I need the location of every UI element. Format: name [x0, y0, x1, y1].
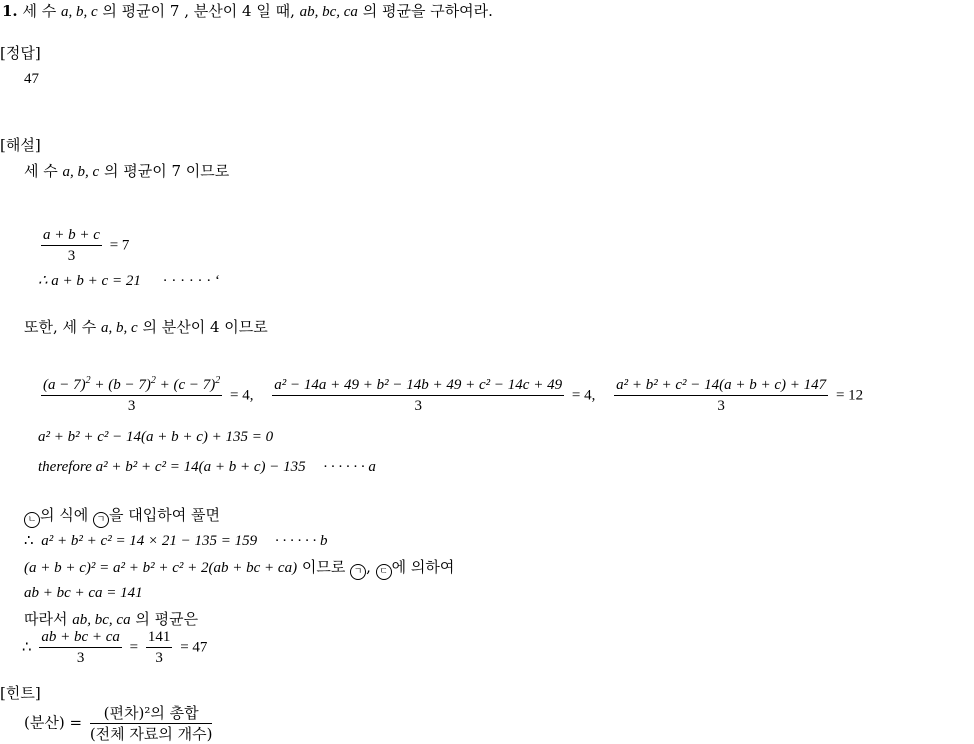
variance-fraction-3-denominator: 3 [717, 398, 725, 414]
variance-intro-vars: a, b, c [101, 320, 138, 336]
therefore-equation-tag: · · · · · · a [323, 459, 376, 475]
final-fraction-denominator: 3 [76, 650, 85, 666]
variance-fraction-1 [41, 376, 222, 415]
answer-label: [정답] [0, 44, 41, 62]
variance-fraction-2-numerator: a² − 14a + 49 + b² − 14b + 49 + c² − 14c + 49 [272, 376, 564, 396]
variance-fraction-2-denominator: 3 [414, 398, 422, 414]
hint-lhs: (분산) = [24, 713, 83, 732]
problem-products: ab, bc, ca [299, 4, 358, 20]
problem-text-before: 세 수 [22, 2, 61, 20]
intro-vars: a, b, c [62, 164, 100, 180]
mean-fraction-numerator: a + b + c [41, 226, 102, 246]
variance-intro-after: 의 분산이 4 이므로 [137, 318, 268, 336]
solution-intro [24, 162, 229, 181]
final-fraction-numerator: ab + bc + ca [39, 628, 122, 648]
hint-fraction-numerator: (편차)²의 총합 [90, 704, 213, 724]
problem-number: 1. [2, 2, 18, 20]
therefore-equation [38, 458, 376, 476]
final-fraction-2-numerator: 141 [146, 628, 173, 648]
circled-label-icon: ㄱ [93, 512, 109, 528]
conclusion-vars: ab, bc, ca [72, 612, 131, 628]
final-fraction-2-denominator: 3 [155, 650, 163, 666]
sum-of-squares-text: a² + b² + c² = 14 × 21 − 135 = 159 [41, 533, 258, 549]
conclusion-after: 의 평균은 [130, 610, 199, 628]
mean-fraction [41, 226, 102, 265]
final-fraction-2 [146, 628, 173, 667]
sum-equation-text: ∴ a + b + c = 21 [38, 273, 141, 289]
variance-intro-before: 또한, 세 수 [24, 318, 102, 336]
circled-label-icon: ㄴ [24, 512, 40, 528]
solution-label: [해설] [0, 136, 41, 154]
circled-label-icon: ㄷ [376, 564, 392, 580]
variance-fraction-2 [272, 376, 564, 415]
variance-fraction-3 [614, 376, 828, 415]
substitution-text-2: 을 대입하여 풀면 [109, 506, 220, 524]
intro-before: 세 수 [24, 162, 63, 180]
sum-of-squares-equation [24, 532, 327, 550]
identity-line [24, 558, 454, 580]
hint-label: [힌트] [0, 684, 41, 702]
sum-equation-tag: · · · · · · ‘ [162, 273, 221, 289]
expanded-equation: a² + b² + c² − 14(a + b + c) + 135 = 0 [38, 429, 274, 445]
conclusion-before: 따라서 [24, 610, 73, 628]
variance-fraction-1-denominator: 3 [127, 398, 136, 414]
mean-fraction-denominator: 3 [67, 248, 76, 264]
sum-equation [38, 272, 220, 290]
therefore-word: therefore [38, 459, 92, 475]
final-equation [22, 628, 207, 667]
mean-equation-rhs: = 7 [109, 237, 130, 254]
identity-end: 에 의하여 [391, 558, 455, 576]
therefore-equation-text: a² + b² + c² = 14(a + b + c) − 135 [95, 459, 306, 475]
therefore-symbol: ∴ [24, 533, 34, 549]
final-fraction [39, 628, 122, 667]
intro-after: 의 평균이 7 이므로 [99, 162, 230, 180]
hint-fraction [90, 704, 213, 743]
problem-text-mid: 의 평균이 7 , 분산이 4 일 때, [97, 2, 300, 20]
variance-fraction-3-rhs: = 12 [835, 387, 864, 404]
mean-equation [38, 226, 129, 265]
hint-formula [24, 704, 215, 743]
problem-text-end: 의 평균을 구하여라. [357, 2, 493, 20]
identity-equation: (a + b + c)² = a² + b² + c² + 2(ab + bc + ca) [24, 560, 298, 576]
variance-equation-row [38, 376, 863, 415]
problem-vars: a, b, c [60, 4, 98, 20]
substitution-text-1: 의 식에 [40, 506, 94, 524]
products-sum-equation: ab + bc + ca = 141 [24, 585, 143, 601]
circled-label-icon: ㄱ [350, 564, 366, 580]
final-equals: = [129, 639, 139, 656]
variance-fraction-1-rhs: = 4, [230, 387, 254, 404]
conclusion-line [24, 610, 198, 629]
identity-sep: , [366, 558, 376, 576]
substitution-line [24, 506, 220, 528]
final-rhs: = 47 [180, 639, 208, 656]
answer-value: 47 [24, 71, 39, 87]
variance-fraction-1-numerator: $(a - 7)^2 + (b - 7)^2 + (c - 7)^2$ [41, 376, 222, 396]
final-therefore-symbol: ∴ [22, 639, 32, 656]
hint-fraction-denominator: (전체 자료의 개수) [89, 725, 213, 743]
variance-fraction-3-numerator: a² + b² + c² − 14(a + b + c) + 147 [614, 376, 828, 396]
identity-text: 이므로 [297, 558, 351, 576]
sum-of-squares-tag: · · · · · · b [274, 533, 328, 549]
variance-fraction-2-rhs: = 4, [571, 387, 596, 404]
problem-statement [2, 2, 493, 21]
variance-intro [24, 318, 268, 337]
